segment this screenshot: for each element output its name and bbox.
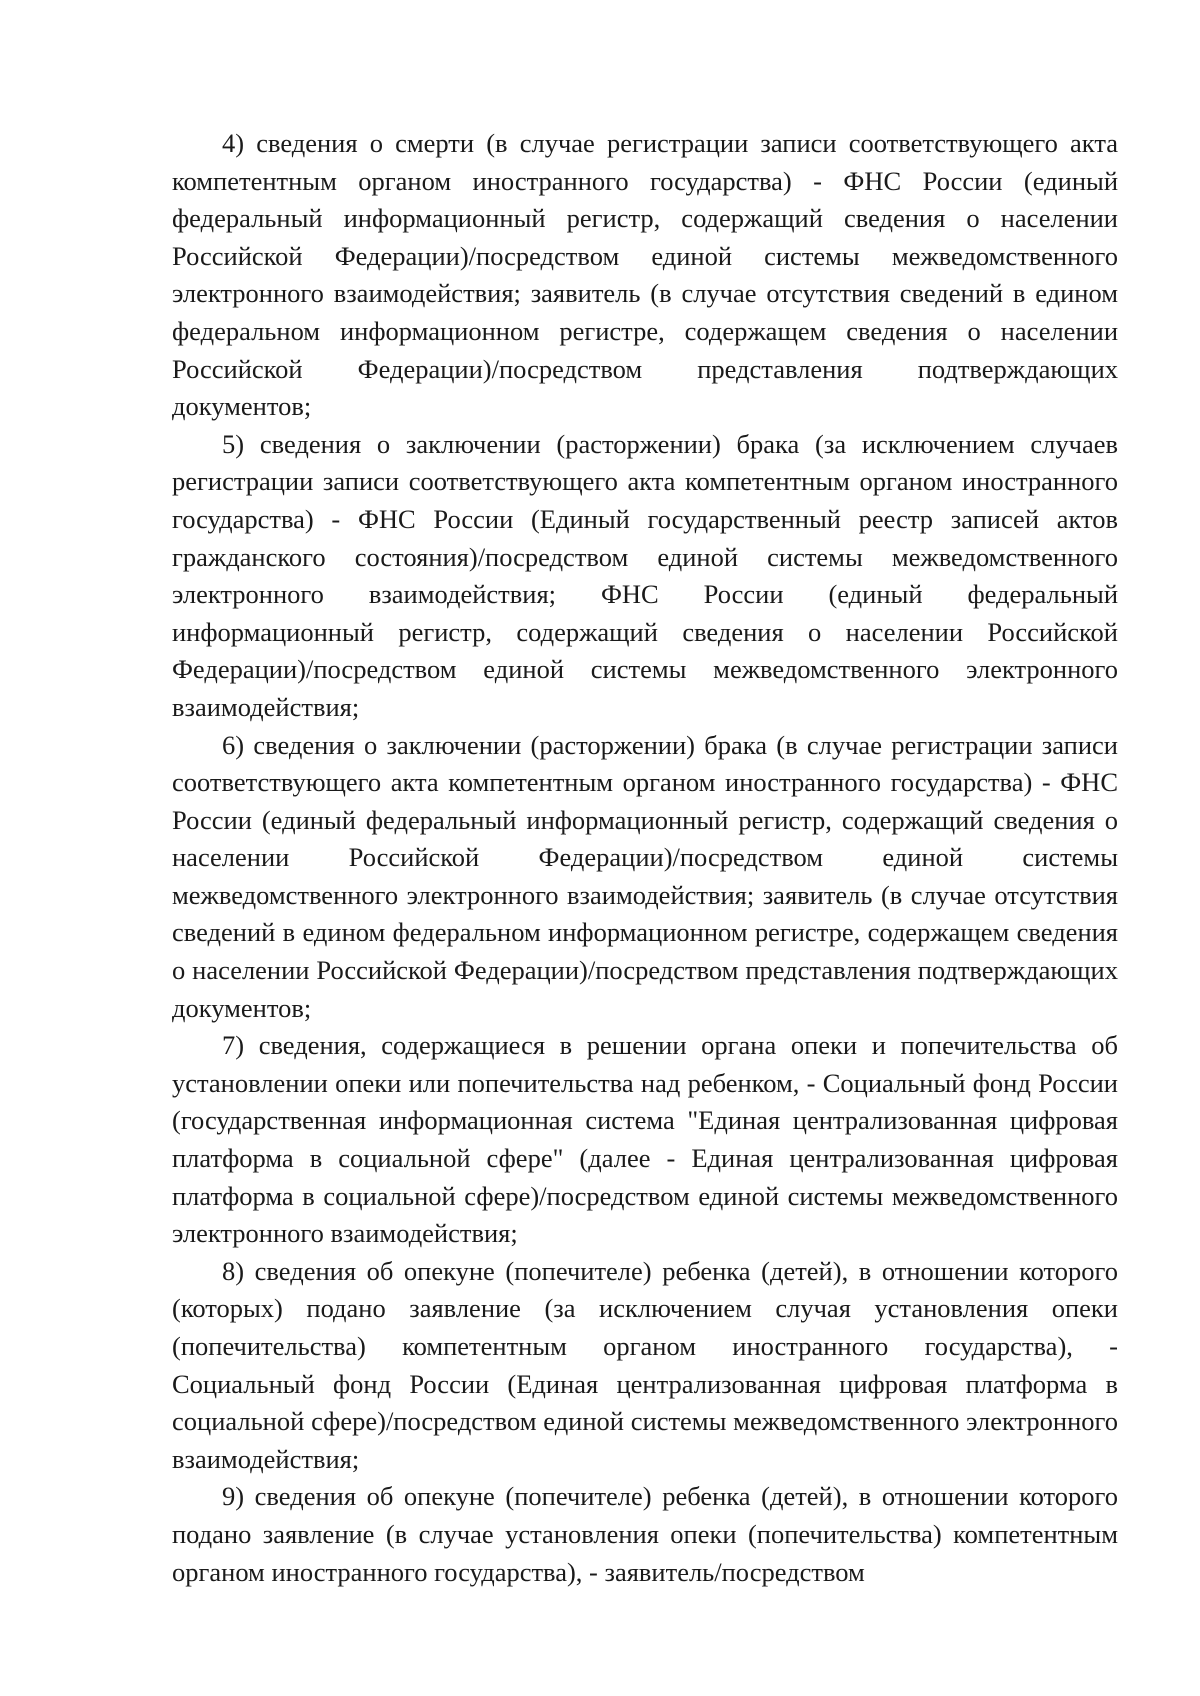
paragraph-item-9: 9) сведения об опекуне (попечителе) ребенка (детей), в отношении которого подано заявление (в случае установления опеки (попечительства) компетентным органом иностранного государства), - заявитель/посредством bbox=[172, 1481, 1118, 1587]
paragraph-item-7: 7) сведения, содержащиеся в решении органа опеки и попечительства об установлении опеки или попечительства над ребенком, - Социальный фонд России (государственная информационная система "Единая централизованная цифровая платформа в социальной сфере" (далее - Единая централизованная цифровая платформа в социальной сфере)/посредством единой системы межведомственного электронного взаимодействия; bbox=[172, 1030, 1118, 1249]
document-body bbox=[172, 125, 1118, 1591]
paragraph-item-5: 5) сведения о заключении (расторжении) брака (за исключением случаев регистрации записи соответствующего акта компетентным органом иностранного государства) - ФНС России (Единый государственный реестр записей актов гражданского состояния)/посредством единой системы межведомственного электронного взаимодействия; ФНС России (единый федеральный информационный регистр, содержащий сведения о населении Российской Федерации)/посредством единой системы межведомственного электронного взаимодействия; bbox=[172, 428, 1118, 722]
paragraph-item-6: 6) сведения о заключении (расторжении) брака (в случае регистрации записи соответствующего акта компетентным органом иностранного государства) - ФНС России (единый федеральный информационный регистр, содержащий сведения о населении Российской Федерации)/посредством единой системы межведомственного электронного взаимодействия; заявитель (в случае отсутствия сведений в едином федеральном информационном регистре, содержащем сведения о населении Российской Федерации)/посредством представления подтверждающих документов; bbox=[172, 729, 1118, 1023]
paragraph-item-4: 4) сведения о смерти (в случае регистрации записи соответствующего акта компетентным органом иностранного государства) - ФНС России (единый федеральный информационный регистр, содержащий сведения о населении Российской Федерации)/посредством единой системы межведомственного электронного взаимодействия; заявитель (в случае отсутствия сведений в едином федеральном информационном регистре, содержащем сведения о населении Российской Федерации)/посредством представления подтверждающих документов; bbox=[172, 128, 1118, 422]
paragraph-item-8: 8) сведения об опекуне (попечителе) ребенка (детей), в отношении которого (которых) подано заявление (за исключением случая установления опеки (попечительства) компетентным органом иностранного государства), - Социальный фонд России (Единая централизованная цифровая платформа в социальной сфере)/посредством единой системы межведомственного электронного взаимодействия; bbox=[172, 1255, 1118, 1474]
